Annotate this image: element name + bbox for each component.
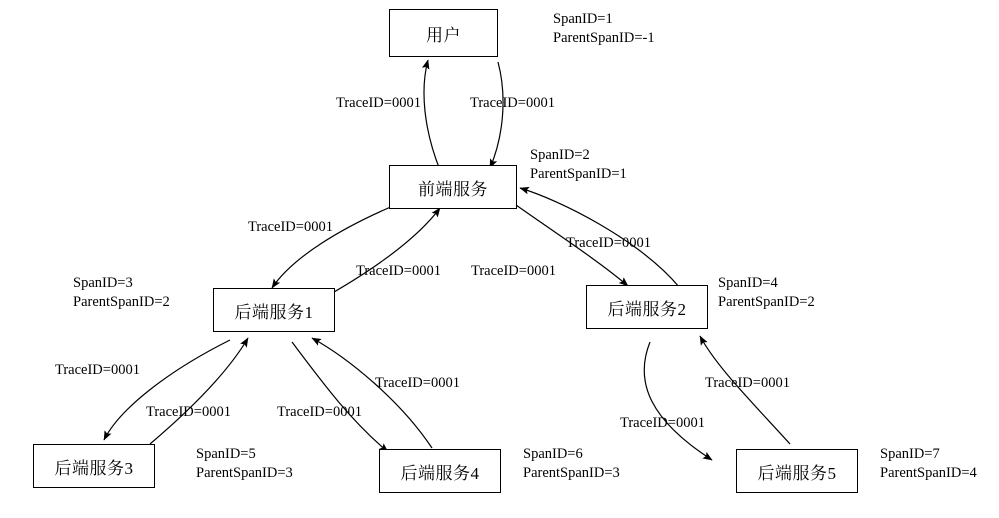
node-user[interactable]	[389, 9, 498, 57]
span-id-backend5: SpanID=7	[880, 446, 940, 462]
edge-label-backend1-frontend: TraceID=0001	[356, 263, 441, 279]
node-backend1[interactable]	[213, 288, 335, 332]
node-backend3[interactable]	[33, 444, 155, 488]
node-backend5-label: 后端服务5	[757, 463, 837, 483]
span-id-backend4: SpanID=6	[523, 446, 583, 462]
span-id-backend3: SpanID=5	[196, 446, 256, 462]
node-backend4-label: 后端服务4	[400, 463, 480, 483]
span-id-frontend: SpanID=2	[530, 147, 590, 163]
parent-span-id-backend3: ParentSpanID=3	[196, 464, 293, 481]
node-backend3-label: 后端服务3	[54, 458, 134, 478]
span-annotation-frontend	[530, 146, 627, 183]
edge-label-backend2-backend5: TraceID=0001	[620, 415, 705, 431]
edge-label-backend5-backend2: TraceID=0001	[705, 375, 790, 391]
edge-label-frontend-backend1: TraceID=0001	[248, 219, 333, 235]
edge-label-frontend-backend2: TraceID=0001	[471, 263, 556, 279]
edge-label-frontend-user-up: TraceID=0001	[336, 95, 421, 111]
span-annotation-backend4	[523, 445, 620, 482]
node-backend2[interactable]	[586, 285, 708, 329]
node-backend1-label: 后端服务1	[234, 302, 314, 322]
edge-label-user-frontend-down: TraceID=0001	[470, 95, 555, 111]
edge-label-backend2-frontend: TraceID=0001	[566, 235, 651, 251]
span-annotation-backend1	[73, 274, 170, 311]
parent-span-id-backend5: ParentSpanID=4	[880, 464, 977, 481]
span-annotation-backend2	[718, 274, 815, 311]
parent-span-id-frontend: ParentSpanID=1	[530, 165, 627, 182]
node-backend4[interactable]	[379, 449, 501, 493]
node-frontend-label: 前端服务	[418, 179, 488, 199]
node-frontend[interactable]	[389, 165, 517, 209]
parent-span-id-backend2: ParentSpanID=2	[718, 293, 815, 310]
edge-label-backend1-backend4: TraceID=0001	[277, 404, 362, 420]
node-backend5[interactable]	[736, 449, 858, 493]
span-annotation-backend5	[880, 445, 977, 482]
span-annotation-backend3	[196, 445, 293, 482]
edge-label-backend3-backend1: TraceID=0001	[146, 404, 231, 420]
parent-span-id-user: ParentSpanID=-1	[553, 29, 655, 46]
span-id-user: SpanID=1	[553, 11, 613, 27]
node-user-label: 用户	[426, 25, 461, 45]
span-id-backend1: SpanID=3	[73, 275, 133, 291]
span-annotation-user	[553, 10, 655, 47]
edge-label-backend1-backend3: TraceID=0001	[55, 362, 140, 378]
edge-label-backend4-backend1: TraceID=0001	[375, 375, 460, 391]
span-id-backend2: SpanID=4	[718, 275, 778, 291]
parent-span-id-backend4: ParentSpanID=3	[523, 464, 620, 481]
node-backend2-label: 后端服务2	[607, 299, 687, 319]
parent-span-id-backend1: ParentSpanID=2	[73, 293, 170, 310]
